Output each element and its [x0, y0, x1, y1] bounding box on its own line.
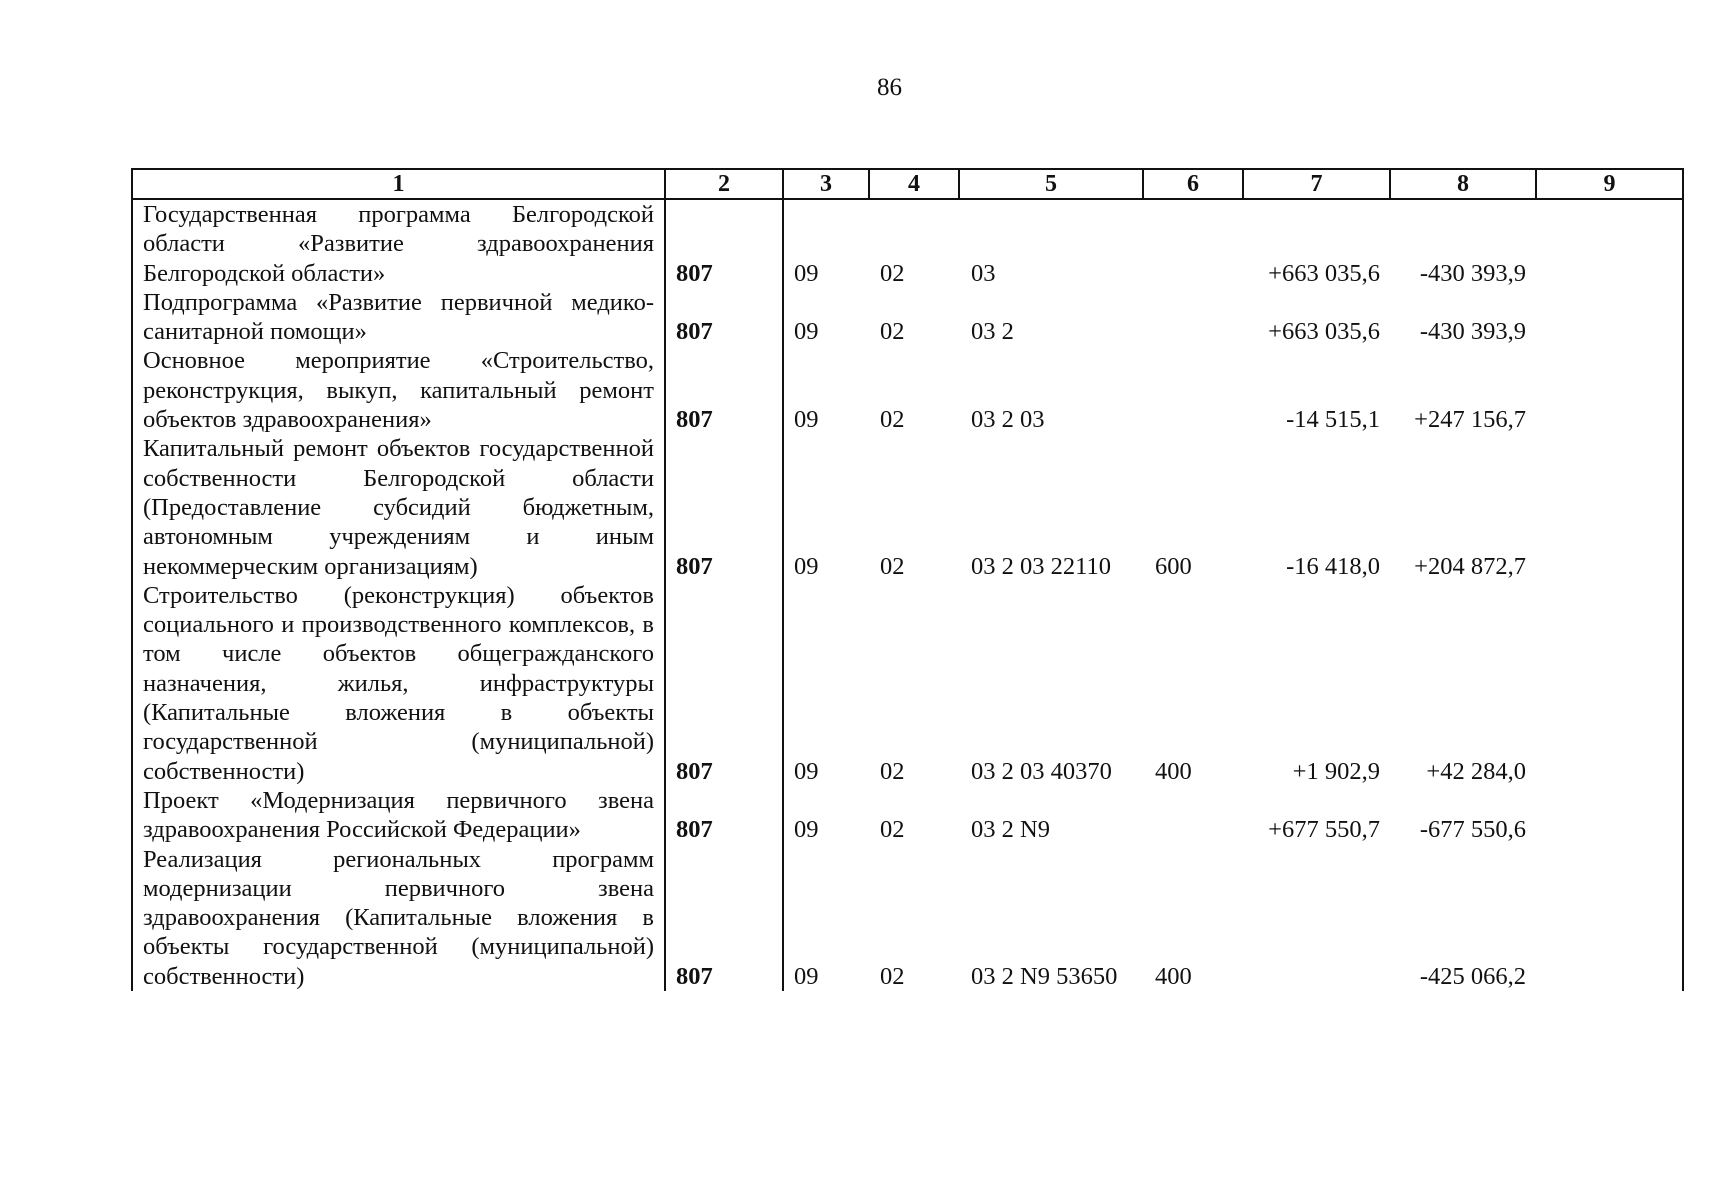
section-cell: 09	[783, 845, 869, 991]
subsection-cell: 02	[880, 259, 905, 287]
target-article-cell: 03 2	[971, 318, 1014, 346]
amount-col8-cell: +42 284,0	[1426, 757, 1526, 785]
target-article-cell: 03	[971, 259, 996, 287]
amount-col7-cell: +1 902,9	[1292, 757, 1380, 785]
table-row	[132, 581, 1683, 786]
row-name-cell	[132, 786, 665, 845]
code-cell: 807	[665, 581, 783, 786]
column-header-5: 5	[959, 169, 1143, 199]
table-row	[132, 288, 1683, 347]
amount-col8-cell: +204 872,7	[1414, 552, 1526, 580]
amount-col9-cell	[1536, 199, 1683, 288]
section-cell: 09	[783, 581, 869, 786]
column-header-6: 6	[1143, 169, 1243, 199]
amount-col9-cell	[1536, 845, 1683, 991]
subsection-cell: 02	[880, 962, 905, 990]
column-header-3: 3	[783, 169, 869, 199]
amount-col7-cell	[1243, 845, 1390, 991]
table-row	[132, 845, 1683, 991]
subsection-cell: 02	[880, 318, 905, 346]
budget-table	[131, 168, 1684, 991]
expense-type-cell: 400	[1155, 962, 1192, 990]
amount-col8-cell: -425 066,2	[1419, 962, 1526, 990]
amount-col8-cell: -430 393,9	[1419, 259, 1526, 287]
column-header-9: 9	[1536, 169, 1683, 199]
column-header-4: 4	[869, 169, 959, 199]
table-header-row	[132, 169, 1683, 199]
target-article-cell: 03 2 N9	[971, 816, 1050, 844]
table-row	[132, 786, 1683, 845]
row-name-cell	[132, 845, 665, 991]
amount-col7-cell: +663 035,6	[1268, 318, 1380, 346]
code-cell: 807	[665, 346, 783, 434]
row-name: Основное мероприятие «Строительство, реконструкция, выкуп, капитальный ремонт объектов здравоохранения»	[143, 347, 654, 434]
row-name: Проект «Модернизация первичного звена здравоохранения Российской Федерации»	[143, 786, 654, 844]
amount-col9-cell	[1536, 346, 1683, 434]
column-header-1: 1	[132, 169, 665, 199]
page-number: 86	[877, 74, 902, 101]
row-name: Государственная программа Белгородской области «Развитие здравоохранения Белгородской области»	[143, 201, 654, 287]
expense-type-cell	[1143, 288, 1243, 347]
target-article-cell: 03 2 03 40370	[971, 757, 1112, 785]
subsection-cell: 02	[880, 757, 905, 785]
amount-col9-cell	[1536, 786, 1683, 845]
row-name: Капитальный ремонт объектов государственной собственности Белгородской области (Предоставление субсидий бюджетным, автономным учреждениям и иным некоммерческим организациям)	[143, 435, 654, 580]
code-cell: 807	[665, 786, 783, 845]
expense-type-cell: 400	[1155, 757, 1192, 785]
section-cell: 09	[783, 346, 869, 434]
row-name: Строительство (реконструкция) объектов социального и производственного комплексов, в том числе объектов общегражданского назначения, жилья, инфраструктуры (Капитальные вложения в объекты государственной (муниципальной) собственности)	[143, 581, 654, 785]
expense-type-cell	[1143, 786, 1243, 845]
column-header-2: 2	[665, 169, 783, 199]
row-name-cell	[132, 581, 665, 786]
expense-type-cell	[1143, 199, 1243, 288]
table-row	[132, 346, 1683, 434]
code-cell: 807	[665, 199, 783, 288]
table-row	[132, 434, 1683, 580]
section-cell: 09	[783, 434, 869, 580]
amount-col8-cell: +247 156,7	[1414, 406, 1526, 434]
amount-col9-cell	[1536, 581, 1683, 786]
subsection-cell: 02	[880, 816, 905, 844]
target-article-cell: 03 2 N9 53650	[971, 962, 1118, 990]
subsection-cell: 02	[880, 552, 905, 580]
row-name-cell	[132, 288, 665, 347]
subsection-cell: 02	[880, 406, 905, 434]
section-cell: 09	[783, 199, 869, 288]
code-cell: 807	[665, 288, 783, 347]
amount-col9-cell	[1536, 434, 1683, 580]
row-name-cell	[132, 346, 665, 434]
amount-col9-cell	[1536, 288, 1683, 347]
row-name: Реализация региональных программ модернизации первичного звена здравоохранения (Капитальные вложения в объекты государственной (муниципальной) собственности)	[143, 845, 654, 990]
expense-type-cell: 600	[1155, 552, 1192, 580]
column-header-8: 8	[1390, 169, 1536, 199]
target-article-cell: 03 2 03 22110	[971, 552, 1111, 580]
amount-col7-cell: +663 035,6	[1268, 259, 1380, 287]
table-row	[132, 199, 1683, 288]
row-name: Подпрограмма «Развитие первичной медико-санитарной помощи»	[143, 288, 654, 346]
expense-type-cell	[1143, 346, 1243, 434]
section-cell: 09	[783, 786, 869, 845]
row-name-cell	[132, 434, 665, 580]
section-cell: 09	[783, 288, 869, 347]
amount-col8-cell: -677 550,6	[1419, 816, 1526, 844]
code-cell: 807	[665, 434, 783, 580]
amount-col7-cell: -14 515,1	[1286, 406, 1380, 434]
row-name-cell	[132, 199, 665, 288]
amount-col8-cell: -430 393,9	[1419, 318, 1526, 346]
target-article-cell: 03 2 03	[971, 406, 1045, 434]
code-cell: 807	[665, 845, 783, 991]
amount-col7-cell: +677 550,7	[1268, 816, 1380, 844]
amount-col7-cell: -16 418,0	[1286, 552, 1380, 580]
column-header-7: 7	[1243, 169, 1390, 199]
